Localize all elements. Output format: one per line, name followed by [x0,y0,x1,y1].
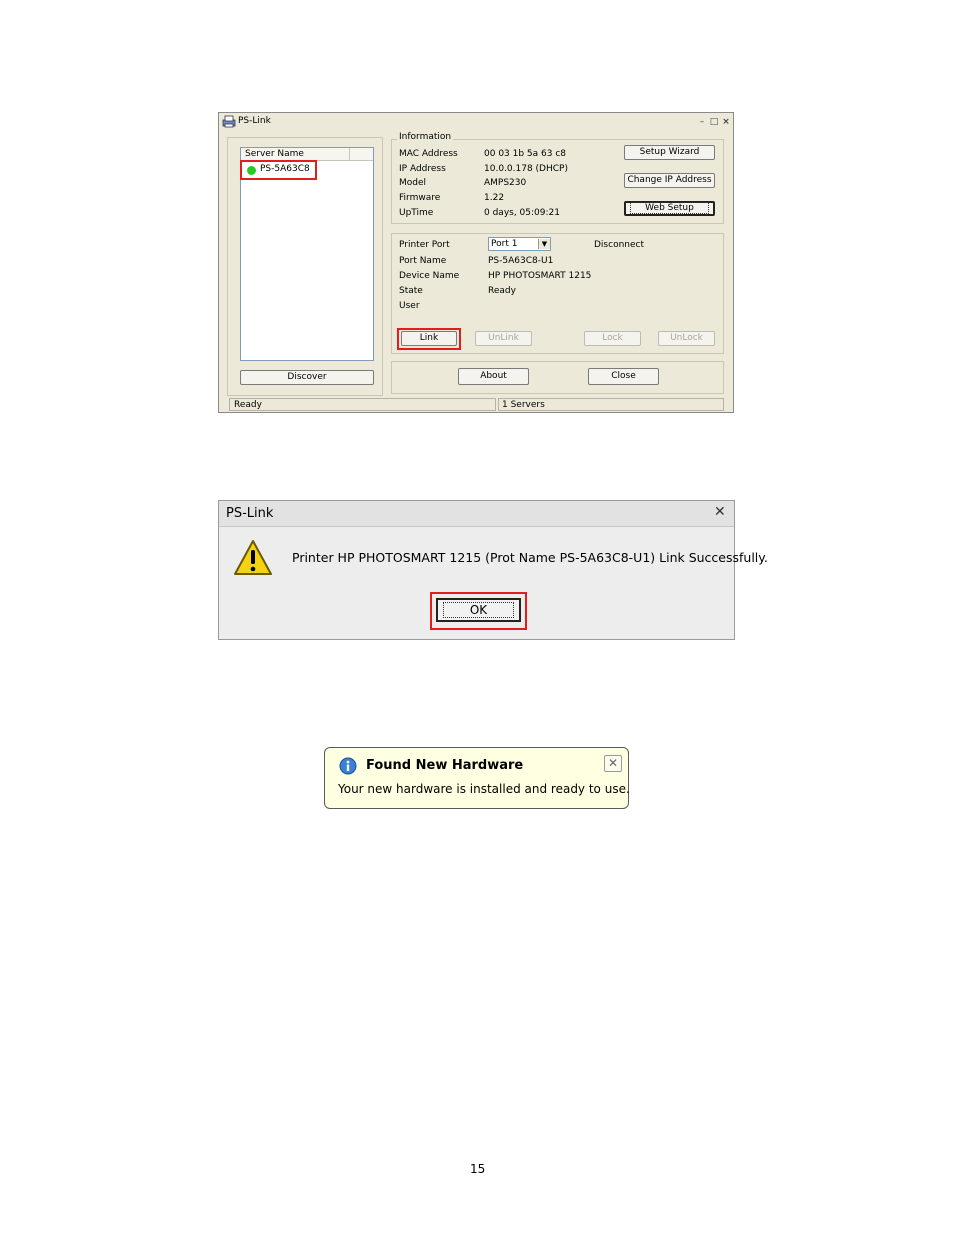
firmware-value: 1.22 [484,193,505,203]
column-divider [349,148,350,160]
chevron-down-icon[interactable]: ▼ [538,239,550,249]
found-new-hardware-balloon[interactable] [324,747,629,809]
balloon-message: Your new hardware is installed and ready to use. [338,782,630,796]
printer-port-value: Port 1 [491,239,518,249]
message-box-window [218,500,768,640]
close-button[interactable]: Close [588,368,659,385]
link-highlight-box [397,328,461,350]
bottom-group [391,361,724,394]
mac-value: 00 03 1b 5a 63 c8 [484,149,567,159]
port-name-value: PS-5A63C8-U1 [488,256,554,266]
state-value: Ready [488,286,516,296]
page-number: 15 [470,1162,486,1176]
state-label: State [399,286,423,296]
ip-label: IP Address [399,164,446,174]
ok-label: OK [443,602,514,618]
discover-button[interactable]: Discover [240,370,374,385]
message-title: PS-Link [226,506,274,521]
disconnect-label: Disconnect [594,240,644,250]
minimize-icon[interactable]: – [699,117,705,127]
ok-button[interactable] [436,598,521,622]
balloon-title: Found New Hardware [366,758,524,773]
model-value: AMPS230 [484,178,527,188]
device-name-value: HP PHOTOSMART 1215 [488,271,592,281]
port-name-label: Port Name [399,256,447,266]
link-button[interactable]: Link [401,331,457,346]
unlink-button[interactable]: UnLink [475,331,532,346]
status-bar-left [229,398,496,411]
uptime-label: UpTime [399,208,434,218]
server-highlight-box [240,160,317,180]
uptime-value: 0 days, 05:09:21 [484,208,560,218]
server-name-column[interactable]: Server Name [245,149,304,159]
about-button[interactable]: About [458,368,529,385]
user-label: User [399,301,420,311]
unlock-button[interactable]: UnLock [658,331,715,346]
printer-port-select[interactable] [488,237,551,251]
setup-wizard-button[interactable]: Setup Wizard [624,145,715,160]
window-title: PS-Link [238,116,271,126]
warning-icon [233,539,273,577]
change-ip-button[interactable]: Change IP Address [624,173,715,188]
ps-link-window [218,112,734,413]
server-count: 1 Servers [502,400,545,410]
maximize-icon[interactable]: □ [709,117,719,127]
message-title-bar [219,501,734,527]
printer-app-icon [222,115,236,128]
close-icon[interactable]: ✕ [714,504,726,520]
info-icon [339,757,357,775]
lock-button[interactable]: Lock [584,331,641,346]
ip-value: 10.0.0.178 (DHCP) [484,164,568,174]
close-icon[interactable]: × [722,117,730,127]
information-group-label: Information [399,132,452,142]
status-bar-right [498,398,724,411]
mac-label: MAC Address [399,149,458,159]
title-bar [219,113,733,130]
web-setup-label: Web Setup [630,202,709,214]
printer-port-label: Printer Port [399,240,450,250]
firmware-label: Firmware [399,193,441,203]
status-text: Ready [234,400,262,410]
model-label: Model [399,178,427,188]
server-item-label: PS-5A63C8 [260,164,310,174]
device-name-label: Device Name [399,271,460,281]
message-text: Printer HP PHOTOSMART 1215 (Prot Name PS-5A63C8-U1) Link Successfully. [292,550,768,565]
close-icon[interactable]: ✕ [604,755,622,772]
web-setup-button[interactable] [624,201,715,216]
